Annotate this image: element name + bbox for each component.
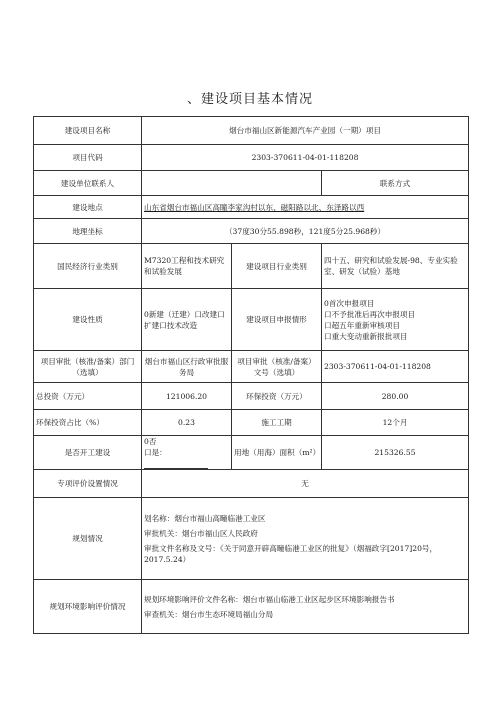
row-eia [34, 580, 469, 634]
value-env-ratio: 0.23 [142, 410, 232, 436]
value-planning [142, 498, 469, 580]
value-coordinates: （37度30分55.898秒，121度5分25.968秒） [142, 219, 469, 244]
case-option: 口不予批准后再次申报项目 [324, 309, 416, 319]
nature-option-line: 0新建（迁建）口改建口 [144, 309, 225, 319]
case-option: 口重大变动重新报批项目 [324, 331, 408, 341]
value-location: 山东省烟台市福山区高瞳李家沟村以东、磁阳路以北、东泽路以西 [142, 196, 469, 219]
eia-line: 审查机关：烟台市生态环境局福山分局 [144, 609, 274, 619]
value-total-investment: 121006.20 [142, 383, 232, 410]
case-option: 口超五年重新审核项目 [324, 320, 400, 330]
started-option-yes [144, 447, 229, 469]
started-option-no: 0否 [144, 437, 157, 446]
row-project-code [34, 145, 469, 171]
label-construction-period: 施工工期 [232, 410, 322, 436]
value-land-area: 215326.55 [322, 436, 469, 470]
row-planning [34, 498, 469, 580]
value-project-industry: 四十五、研究和试验发展-98、专业实验室、研发（试验）基地 [322, 244, 469, 289]
label-project-code: 项目代码 [34, 145, 142, 171]
row-location [34, 196, 469, 219]
label-env-ratio: 环保投资占比（%） [34, 410, 142, 436]
label-contact-method: 联系方式 [322, 171, 469, 196]
row-special-evaluation [34, 470, 469, 498]
row-started [34, 436, 469, 470]
label-planning: 规划情况 [34, 498, 142, 580]
value-approval-department: 烟台市福山区行政审批服务局 [142, 351, 232, 383]
label-national-industry: 国民经济行业类别 [34, 244, 142, 289]
project-info-table [33, 116, 469, 634]
row-contact [34, 171, 469, 196]
value-eia [142, 580, 469, 634]
label-land-area: 用地（用海）面积（m²） [232, 436, 322, 470]
label-project-industry: 建设项目行业类别 [232, 244, 322, 289]
label-env-investment: 环保投资（万元） [232, 383, 322, 410]
label-eia: 规划环境影响评价情况 [34, 580, 142, 634]
planning-line: 审批文件名称及文号：《关于同意开辟高疃临港工业区的批复》（烟福政字[2017]20号，2017.5.24） [144, 543, 438, 564]
value-project-code: 2303-370611-04-01-118208 [142, 145, 469, 171]
case-option: 0首次申报项目 [324, 298, 375, 308]
label-location: 建设地点 [34, 196, 142, 219]
label-contact-person: 建设单位联系人 [34, 171, 142, 196]
value-special-evaluation: 无 [142, 470, 469, 498]
value-project-name: 烟台市福山区新能源汽车产业园（一期）项目 [142, 117, 469, 145]
blank-line [144, 461, 208, 469]
label-approval-department: 项目审批（核准/备案）部门（选填） [34, 351, 142, 383]
value-application-case [322, 289, 469, 351]
row-ratio [34, 410, 469, 436]
label-nature: 建设性质 [34, 289, 142, 351]
row-coordinates [34, 219, 469, 244]
label-coordinates: 地理坐标 [34, 219, 142, 244]
value-contact-person [142, 171, 322, 196]
row-nature [34, 289, 469, 351]
label-started: 是否开工建设 [34, 436, 142, 470]
nature-option-line: 扩建口技术改造 [144, 320, 198, 330]
row-industry [34, 244, 469, 289]
label-total-investment: 总投资（万元） [34, 383, 142, 410]
planning-line: 划名称：烟台市福山高疃临港工业区 [144, 513, 266, 523]
row-investment [34, 383, 469, 410]
value-nature [142, 289, 232, 351]
planning-line: 审批机关：烟台市福山区人民政府 [144, 528, 258, 538]
label-special-evaluation: 专项评价设置情况 [34, 470, 142, 498]
eia-line: 规划环境影响评价文件名称：烟台市福山临港工业区起步区环境影响报告书 [144, 594, 395, 604]
value-construction-period: 12个月 [322, 410, 469, 436]
row-approval [34, 351, 469, 383]
page-title: 、建设项目基本情况 [186, 92, 313, 107]
label-application-case: 建设项目申报情形 [232, 289, 322, 351]
value-env-investment: 280.00 [322, 383, 469, 410]
value-approval-number: 2303-370611-04-01-118208 [322, 351, 469, 383]
label-approval-number: 项目审批（核准/备案）文号（选填） [232, 351, 322, 383]
row-project-name [34, 117, 469, 145]
value-started [142, 436, 232, 470]
started-option-yes-label: 口是： [144, 448, 167, 457]
label-project-name: 建设项目名称 [34, 117, 142, 145]
value-national-industry: M7320工程和技术研究和试验发展 [142, 244, 232, 289]
